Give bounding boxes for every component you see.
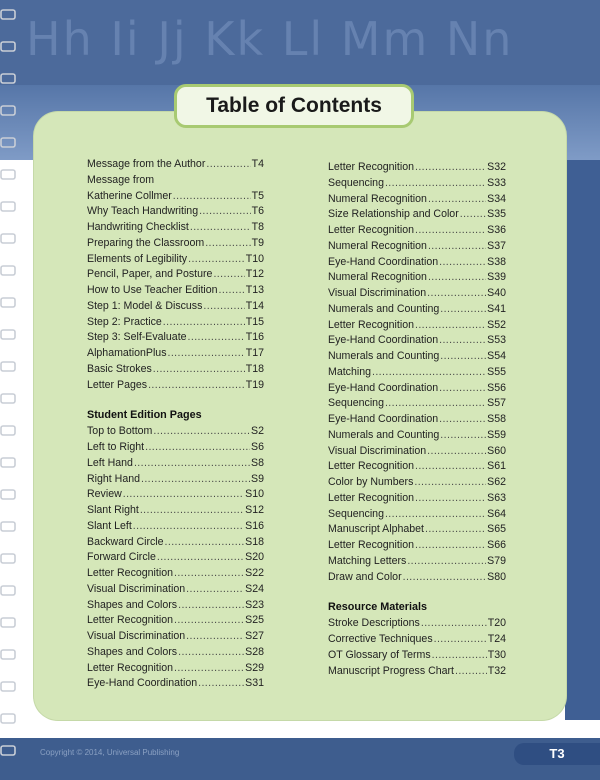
toc-entry-label: Corrective Techniques (328, 633, 433, 645)
toc-entry-page: S10 (245, 488, 264, 501)
toc-entry (87, 252, 264, 268)
footer-band (0, 738, 600, 780)
spiral-ring-icon (1, 234, 15, 243)
dot-leader (460, 207, 486, 223)
spiral-ring-icon (1, 586, 15, 595)
dot-leader (206, 157, 250, 173)
toc-entry-page: T12 (245, 268, 264, 281)
toc-entry (87, 456, 264, 472)
dot-leader (414, 475, 486, 491)
toc-entry (328, 664, 506, 680)
dot-leader (415, 538, 486, 554)
dot-leader (134, 456, 250, 472)
toc-entry-page: S40 (487, 287, 506, 299)
toc-entry (87, 661, 264, 677)
toc-entry-page: S55 (487, 365, 506, 378)
spiral-ring-icon (1, 266, 15, 275)
dot-leader (385, 176, 486, 192)
toc-entry-label-line2: Katherine Collmer (87, 189, 172, 202)
dot-leader (415, 459, 486, 475)
toc-entry-page: T9 (251, 236, 264, 249)
toc-entry-page: S20 (245, 551, 264, 564)
toc-entry (328, 270, 506, 286)
spiral-ring-icon (1, 714, 15, 723)
spiral-ring-icon (1, 522, 15, 531)
toc-entry (87, 330, 264, 346)
toc-entry-page: T16 (245, 331, 264, 344)
toc-entry-page: T15 (245, 315, 264, 328)
dot-leader (148, 378, 245, 394)
spiral-ring-icon (1, 682, 15, 691)
toc-entry-label: Eye-Hand Coordination (328, 381, 439, 394)
dot-leader (133, 519, 244, 535)
toc-entry-label: Shapes and Colors (87, 598, 178, 611)
toc-entry-label: Slant Right (87, 504, 139, 516)
dot-leader (415, 318, 486, 334)
toc-entry-label: Matching (328, 365, 371, 378)
dot-leader (178, 598, 244, 614)
toc-entry-page: T5 (251, 189, 264, 202)
left-column (87, 157, 264, 692)
toc-entry-page: S16 (245, 519, 264, 532)
toc-entry-page: T6 (251, 205, 264, 218)
toc-entry-label: Why Teach Handwriting (87, 205, 199, 218)
dot-leader (440, 349, 486, 365)
dot-leader (440, 428, 486, 444)
toc-entry (87, 378, 264, 394)
toc-entry-label: Basic Strokes (87, 362, 152, 375)
toc-entry-page: S22 (245, 567, 264, 579)
toc-entry-page: S32 (487, 161, 506, 173)
toc-entry-label: Message from the Author (87, 158, 206, 170)
dot-leader (213, 267, 244, 283)
toc-entry-page: S52 (487, 318, 506, 331)
toc-entry-label: Left to Right (87, 441, 145, 453)
toc-entry-label: Eye-Hand Coordination (328, 334, 439, 347)
toc-entry-page: S28 (245, 645, 264, 658)
toc-entry-page: S9 (251, 472, 264, 485)
toc-entry (87, 598, 264, 614)
toc-entry (87, 173, 264, 205)
toc-entry-label: Forward Circle (87, 551, 156, 564)
toc-entry-label: Handwriting Checklist (87, 221, 189, 233)
dot-leader (385, 396, 486, 412)
section-heading-student-edition: Student Edition Pages (87, 409, 202, 422)
toc-entry-page: S2 (251, 425, 264, 438)
toc-entry-page: S58 (487, 413, 506, 425)
toc-entry-page: T30 (487, 648, 506, 661)
dot-leader (439, 255, 486, 271)
toc-entry (87, 424, 264, 440)
toc-entry (87, 566, 264, 582)
dot-leader (186, 629, 244, 645)
toc-entry (328, 176, 506, 192)
toc-entry-page: S57 (487, 397, 506, 410)
toc-entry (328, 570, 506, 586)
toc-entry (87, 440, 264, 456)
toc-entry-page: S61 (487, 460, 506, 473)
toc-entry-page: T18 (245, 362, 264, 375)
toc-entry-page: T32 (487, 664, 506, 677)
toc-entry (87, 582, 264, 598)
toc-entry-label: Letter Recognition (87, 567, 173, 579)
dot-leader (428, 192, 486, 208)
toc-entry (328, 302, 506, 318)
toc-entry-label: Letter Pages (87, 378, 148, 391)
toc-entry (87, 535, 264, 551)
toc-entry (87, 299, 264, 315)
toc-entry-label: AlphamationPlus (87, 347, 167, 359)
toc-entry (328, 381, 506, 397)
dot-leader (425, 522, 486, 538)
toc-entry (87, 550, 264, 566)
dot-leader (415, 160, 486, 176)
spiral-binding-icon (0, 0, 22, 780)
toc-entry-label: Numeral Recognition (328, 239, 427, 252)
toc-entry-page: S66 (487, 539, 506, 551)
toc-entry-label: Letter Recognition (328, 224, 414, 236)
toc-entry (328, 632, 506, 648)
toc-entry-label: Color by Numbers (328, 476, 414, 488)
toc-entry-page: S12 (245, 504, 264, 516)
toc-entry-page: T4 (251, 158, 264, 170)
dot-leader (440, 302, 486, 318)
toc-entry-page: S36 (487, 224, 506, 236)
toc-entry-page: S27 (245, 630, 264, 642)
toc-entry-label: Matching Letters (328, 554, 407, 567)
dot-leader (165, 535, 245, 551)
alphabet-header-letters: Hh Ii Jj Kk Ll Mm Nn (26, 12, 514, 66)
dot-leader (153, 424, 250, 440)
toc-entry-page: S6 (251, 441, 264, 453)
dot-leader (205, 236, 250, 252)
toc-entry (328, 192, 506, 208)
dot-leader (432, 648, 487, 664)
toc-entry-label: Sequencing (328, 176, 384, 189)
toc-entry (328, 522, 506, 538)
copyright-text: Copyright © 2014, Universal Publishing (40, 748, 180, 757)
toc-entry-label: Stroke Descriptions (328, 617, 420, 630)
toc-entry (87, 519, 264, 535)
toc-entry (87, 236, 264, 252)
dot-leader (415, 491, 486, 507)
toc-entry-page: S37 (487, 239, 506, 252)
toc-entry (87, 315, 264, 331)
spiral-ring-icon (1, 746, 15, 755)
toc-entry (328, 207, 506, 223)
toc-entry-label: Letter Recognition (328, 491, 414, 504)
toc-entry-label: Manuscript Progress Chart (328, 664, 454, 677)
toc-entry (328, 475, 506, 491)
toc-entry-label: Letter Recognition (87, 661, 173, 674)
dot-leader (439, 381, 486, 397)
dot-leader (141, 472, 250, 488)
dot-leader (153, 362, 245, 378)
toc-entry-page: S33 (487, 176, 506, 189)
spiral-ring-icon (1, 650, 15, 659)
dot-leader (123, 487, 244, 503)
spiral-ring-icon (1, 298, 15, 307)
toc-entry-page: S8 (251, 456, 264, 469)
toc-entry-label: Letter Recognition (328, 161, 414, 173)
dot-leader (372, 365, 486, 381)
toc-entry-page: S59 (487, 428, 506, 441)
spiral-ring-icon (1, 426, 15, 435)
toc-entry (87, 157, 264, 173)
toc-entry-page: S79 (487, 554, 506, 567)
dot-leader (174, 661, 244, 677)
dot-leader (439, 333, 486, 349)
toc-entry-page: S18 (245, 535, 264, 548)
dot-leader (186, 582, 244, 598)
toc-entry-label: Elements of Legibility (87, 252, 188, 265)
toc-entry (328, 255, 506, 271)
toc-entry (328, 396, 506, 412)
toc-entry (328, 616, 506, 632)
spiral-ring-icon (1, 618, 15, 627)
toc-entry (328, 444, 506, 460)
spiral-ring-icon (1, 138, 15, 147)
toc-entry-page: S38 (487, 255, 506, 268)
toc-entry-page: S53 (487, 334, 506, 347)
dot-leader (163, 315, 245, 331)
dot-leader (168, 346, 245, 362)
toc-entry-label: Numerals and Counting (328, 302, 440, 315)
toc-entry-page: S80 (487, 570, 506, 583)
toc-entry-label: Pencil, Paper, and Posture (87, 268, 213, 281)
dot-leader (198, 676, 244, 692)
toc-entry-label: Visual Discrimination (87, 582, 186, 595)
toc-entry-line2 (87, 189, 264, 205)
toc-entry (328, 412, 506, 428)
page-number-tab (514, 743, 600, 765)
dot-leader (427, 286, 486, 302)
toc-entry (87, 503, 264, 519)
toc-entry-label: Letter Recognition (328, 539, 414, 551)
dot-leader (428, 270, 486, 286)
spiral-ring-icon (1, 10, 15, 19)
toc-entry (87, 472, 264, 488)
toc-entry (87, 362, 264, 378)
toc-entry-label: Size Relationship and Color (328, 208, 459, 221)
spiral-ring-icon (1, 394, 15, 403)
toc-entry-page: T14 (245, 299, 264, 312)
dot-leader (455, 664, 487, 680)
toc-entry-label: Step 1: Model & Discuss (87, 299, 203, 312)
toc-entry-label: Numerals and Counting (328, 428, 440, 441)
toc-entry (328, 459, 506, 475)
spiral-ring-icon (1, 458, 15, 467)
toc-entry-page: S64 (487, 507, 506, 520)
toc-entry-label: Shapes and Colors (87, 645, 178, 658)
toc-entry-page: S25 (245, 614, 264, 627)
toc-entry-page: S62 (487, 476, 506, 488)
dot-leader (199, 204, 251, 220)
toc-entry (328, 648, 506, 664)
toc-entry-page: T10 (245, 252, 264, 265)
dot-leader (173, 189, 251, 205)
toc-entry (87, 645, 264, 661)
toc-entry-label: Numeral Recognition (328, 271, 427, 284)
toc-entry-page: S23 (245, 598, 264, 611)
spiral-ring-icon (1, 554, 15, 563)
toc-entry (87, 487, 264, 503)
toc-entry-page: S35 (487, 208, 506, 221)
toc-entry-label: Numeral Recognition (328, 192, 427, 205)
spiral-ring-icon (1, 170, 15, 179)
toc-entry-label: Manuscript Alphabet (328, 523, 424, 536)
dot-leader (188, 330, 245, 346)
toc-entry-label: Step 2: Practice (87, 315, 162, 328)
toc-entry-label: Visual Discrimination (328, 287, 427, 299)
toc-entry-label: Preparing the Classroom (87, 236, 205, 249)
toc-entry-label: Eye-Hand Coordination (328, 255, 439, 268)
page-number: T3 (549, 746, 565, 761)
dot-leader (421, 616, 487, 632)
toc-entry-page: S29 (245, 661, 264, 674)
toc-entry-page: S34 (487, 192, 506, 205)
toc-entry (328, 491, 506, 507)
toc-entry (328, 239, 506, 255)
toc-entry-page: S41 (487, 302, 506, 315)
toc-entry-label: Numerals and Counting (328, 350, 440, 362)
spiral-ring-icon (1, 106, 15, 115)
toc-entry (328, 223, 506, 239)
toc-entry-page: S56 (487, 381, 506, 394)
toc-entry-label: Message from (87, 173, 155, 186)
dot-leader (140, 503, 244, 519)
toc-entry-label: How to Use Teacher Edition (87, 284, 218, 296)
toc-entry-label: Visual Discrimination (87, 630, 186, 642)
toc-entry-page: S39 (487, 271, 506, 284)
spiral-ring-icon (1, 202, 15, 211)
dot-leader (174, 566, 244, 582)
dot-leader (403, 570, 487, 586)
right-column (328, 160, 506, 679)
toc-entry-page: T13 (245, 284, 264, 296)
toc-entry-page: T17 (245, 347, 264, 359)
dot-leader (434, 632, 487, 648)
toc-entry-label: Top to Bottom (87, 425, 153, 438)
toc-entry-page: T24 (487, 633, 506, 645)
toc-entry-label: Sequencing (328, 507, 384, 520)
dot-leader (415, 223, 486, 239)
toc-entry (328, 160, 506, 176)
toc-entry-page: T8 (251, 221, 264, 233)
toc-entry-label: Right Hand (87, 472, 140, 485)
title-box (174, 84, 414, 128)
dot-leader (219, 283, 245, 299)
toc-entry-label: Review (87, 488, 122, 501)
toc-entry (328, 538, 506, 554)
toc-entry (328, 318, 506, 334)
section-heading-resource-materials: Resource Materials (328, 601, 428, 614)
toc-entry (328, 333, 506, 349)
toc-entry (87, 204, 264, 220)
spiral-ring-icon (1, 362, 15, 371)
spiral-ring-icon (1, 42, 15, 51)
dot-leader (174, 613, 244, 629)
toc-entry (328, 507, 506, 523)
dot-leader (178, 645, 244, 661)
dot-leader (407, 554, 486, 570)
dot-leader (157, 550, 244, 566)
toc-entry-label: OT Glossary of Terms (328, 648, 431, 661)
toc-entry-label: Letter Recognition (87, 614, 173, 627)
toc-entry-label: Left Hand (87, 456, 133, 469)
toc-entry-label: Visual Discrimination (328, 444, 427, 457)
spiral-ring-icon (1, 330, 15, 339)
dot-leader (427, 444, 486, 460)
toc-entry-label: Letter Recognition (328, 460, 414, 473)
dot-leader (190, 220, 251, 236)
spiral-ring-icon (1, 74, 15, 83)
toc-entry (328, 554, 506, 570)
toc-entry-label: Sequencing (328, 397, 384, 410)
toc-entry-label: Eye-Hand Coordination (328, 413, 439, 425)
toc-entry-page: S60 (487, 444, 506, 457)
page-title: Table of Contents (206, 94, 382, 117)
dot-leader (439, 412, 486, 428)
toc-entry-page: S63 (487, 491, 506, 504)
dot-leader (145, 440, 250, 456)
toc-entry-page: T20 (487, 617, 506, 630)
toc-entry (87, 629, 264, 645)
toc-entry-page: S24 (245, 582, 264, 595)
toc-entry (328, 428, 506, 444)
toc-entry-label: Draw and Color (328, 570, 402, 583)
toc-entry (328, 349, 506, 365)
right-edge-strip (565, 160, 600, 720)
dot-leader (188, 252, 245, 268)
toc-entry-label: Step 3: Self-Evaluate (87, 331, 187, 344)
toc-entry (87, 676, 264, 692)
toc-entry (328, 286, 506, 302)
toc-entry (87, 283, 264, 299)
toc-entry (87, 346, 264, 362)
toc-entry-label: Backward Circle (87, 535, 164, 548)
dot-leader (203, 299, 244, 315)
toc-entry (87, 613, 264, 629)
toc-entry (87, 267, 264, 283)
spiral-ring-icon (1, 490, 15, 499)
toc-entry-page: S54 (487, 350, 506, 362)
dot-leader (385, 507, 486, 523)
toc-entry-label: Letter Recognition (328, 318, 414, 331)
toc-entry-label: Eye-Hand Coordination (87, 677, 198, 690)
toc-entry-page: S31 (245, 677, 264, 690)
toc-entry (328, 365, 506, 381)
dot-leader (428, 239, 486, 255)
toc-entry-page: T19 (245, 378, 264, 391)
toc-entry (87, 220, 264, 236)
toc-entry-page: S65 (487, 523, 506, 536)
toc-entry-label: Slant Left (87, 519, 132, 532)
